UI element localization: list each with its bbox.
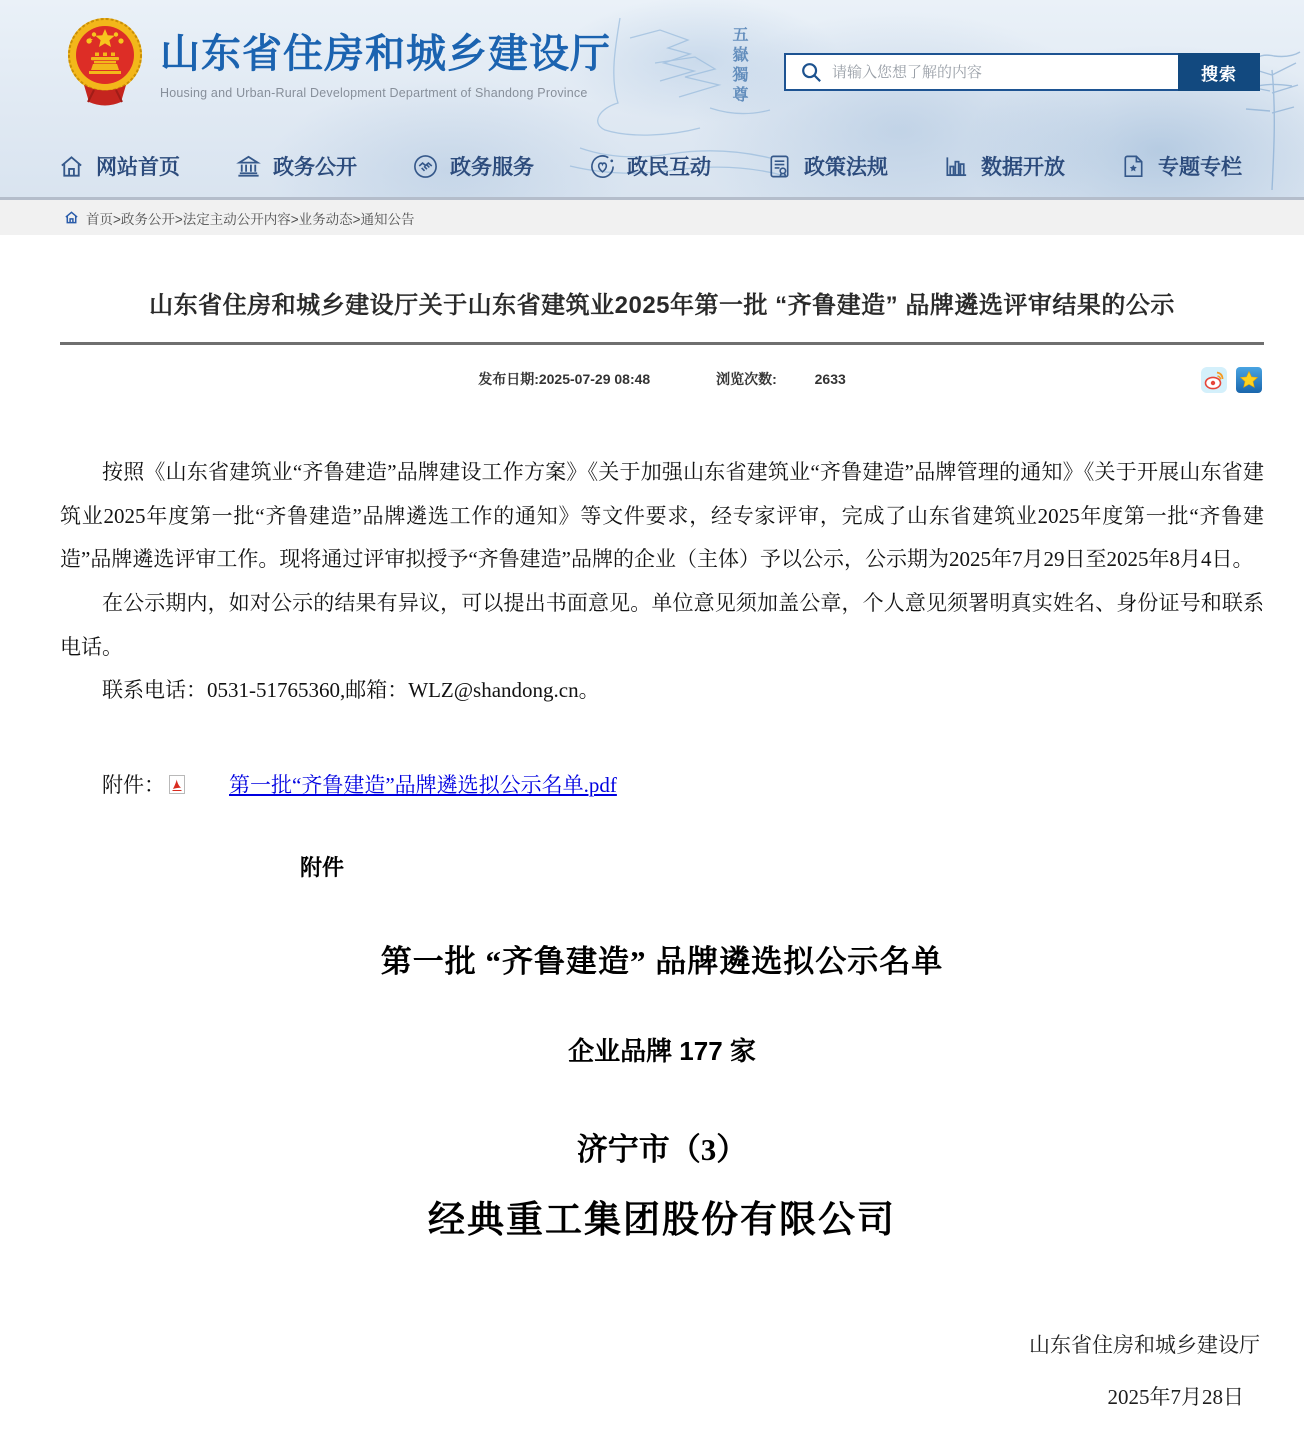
- title-divider: [60, 342, 1264, 345]
- article-title: 山东省住房和城乡建设厅关于山东省建筑业2025年第一批 “齐鲁建造” 品牌遴选评审结果的公示: [149, 292, 1175, 319]
- search-button[interactable]: 搜索: [1178, 53, 1260, 91]
- nav-label: 政务服务: [450, 156, 534, 179]
- site-subtitle-en: Housing and Urban-Rural Development Department of Shandong Province: [160, 86, 588, 100]
- home-icon: [58, 153, 85, 180]
- nav-item-special-topics[interactable]: [1120, 151, 1242, 181]
- doc-signature-block: [60, 1329, 1264, 1439]
- nav-item-interaction[interactable]: [589, 151, 711, 181]
- breadcrumb-home-icon: [64, 210, 79, 225]
- nav-label: 政民互动: [627, 156, 711, 179]
- policy-document-icon: [766, 153, 793, 180]
- seal-art-text: 五嶽獨尊: [730, 26, 747, 106]
- handshake-icon: [412, 153, 439, 180]
- article-content: [60, 285, 1264, 1439]
- paragraph: 联系电话：0531-51765360,邮箱：WLZ@shandong.cn。: [102, 678, 600, 703]
- search-input[interactable]: [832, 55, 1178, 89]
- doc-city-heading: 济宁市（3）: [576, 1132, 748, 1168]
- nav-item-home[interactable]: [58, 151, 180, 181]
- pdf-file-icon[interactable]: [169, 775, 185, 794]
- nav-label: 专题专栏: [1158, 156, 1242, 179]
- nav-label: 数据开放: [981, 156, 1065, 179]
- doc-title: 第一批 “齐鲁建造” 品牌遴选拟公示名单: [380, 944, 944, 980]
- article-meta: [60, 369, 1264, 397]
- doc-annex-label: 附件: [300, 855, 345, 881]
- qzone-share-icon[interactable]: [1236, 367, 1262, 393]
- breadcrumb-path[interactable]: 首页>政务公开>法定主动公开内容>业务动态>通知公告: [86, 211, 415, 227]
- heart-interaction-icon: [589, 153, 616, 180]
- signature-org: 山东省住房和城乡建设厅: [1029, 1333, 1260, 1358]
- doc-company-name: 经典重工集团股份有限公司: [428, 1200, 896, 1242]
- weibo-share-icon[interactable]: [1201, 367, 1227, 393]
- site-header: [0, 0, 1304, 197]
- signature-date: 2025年7月28日: [1107, 1385, 1244, 1410]
- bar-chart-icon: [943, 153, 970, 180]
- site-logo-area: [64, 16, 611, 106]
- paragraph: 按照《山东省建筑业“齐鲁建造”品牌建设工作方案》《关于加强山东省建筑业“齐鲁建造”品牌管理的通知》《关于开展山东省建筑业2025年度第一批“齐鲁建造”品牌遴选工作的通知》等文件要求，经专家评审，完成了山东省建筑业2025年度第一批“齐鲁建造”品牌遴选评审工作。现将通过评审拟授予“齐鲁建造”品牌的企业（主体）予以公示，公示期为2025年7月29日至2025年8月4日。: [60, 460, 1264, 572]
- nav-item-gov-service[interactable]: [412, 151, 534, 181]
- views-count: 2633: [814, 371, 846, 387]
- paragraph: 在公示期内，如对公示的结果有异议，可以提出书面意见。单位意见须加盖公章，个人意见须署明真实姓名、身份证号和联系电话。: [60, 591, 1264, 659]
- nav-item-data-open[interactable]: [943, 151, 1065, 181]
- breadcrumb: [0, 197, 1304, 235]
- site-search: [784, 53, 1260, 91]
- share-icons: [1201, 367, 1262, 393]
- national-emblem-logo: [64, 16, 146, 106]
- doc-subtitle: 企业品牌 177 家: [568, 1036, 756, 1067]
- site-title: 山东省住房和城乡建设厅: [160, 32, 611, 76]
- nav-label: 政务公开: [273, 156, 357, 179]
- nav-label: 网站首页: [96, 156, 180, 179]
- views-label: 浏览次数:: [716, 371, 777, 387]
- main-navigation: [0, 137, 1304, 195]
- attachment-row: [60, 769, 1264, 799]
- star-document-icon: [1120, 153, 1147, 180]
- nav-label: 政策法规: [804, 156, 888, 179]
- search-icon: [800, 61, 822, 83]
- nav-item-policy[interactable]: [766, 151, 888, 181]
- attachment-link[interactable]: 第一批“齐鲁建造”品牌遴选拟公示名单.pdf: [229, 773, 617, 798]
- attachment-label: 附件：: [102, 773, 165, 798]
- government-building-icon: [235, 153, 262, 180]
- search-box: [784, 53, 1178, 91]
- publish-date: 发布日期:2025-07-29 08:48: [478, 371, 651, 387]
- nav-item-gov-open[interactable]: [235, 151, 357, 181]
